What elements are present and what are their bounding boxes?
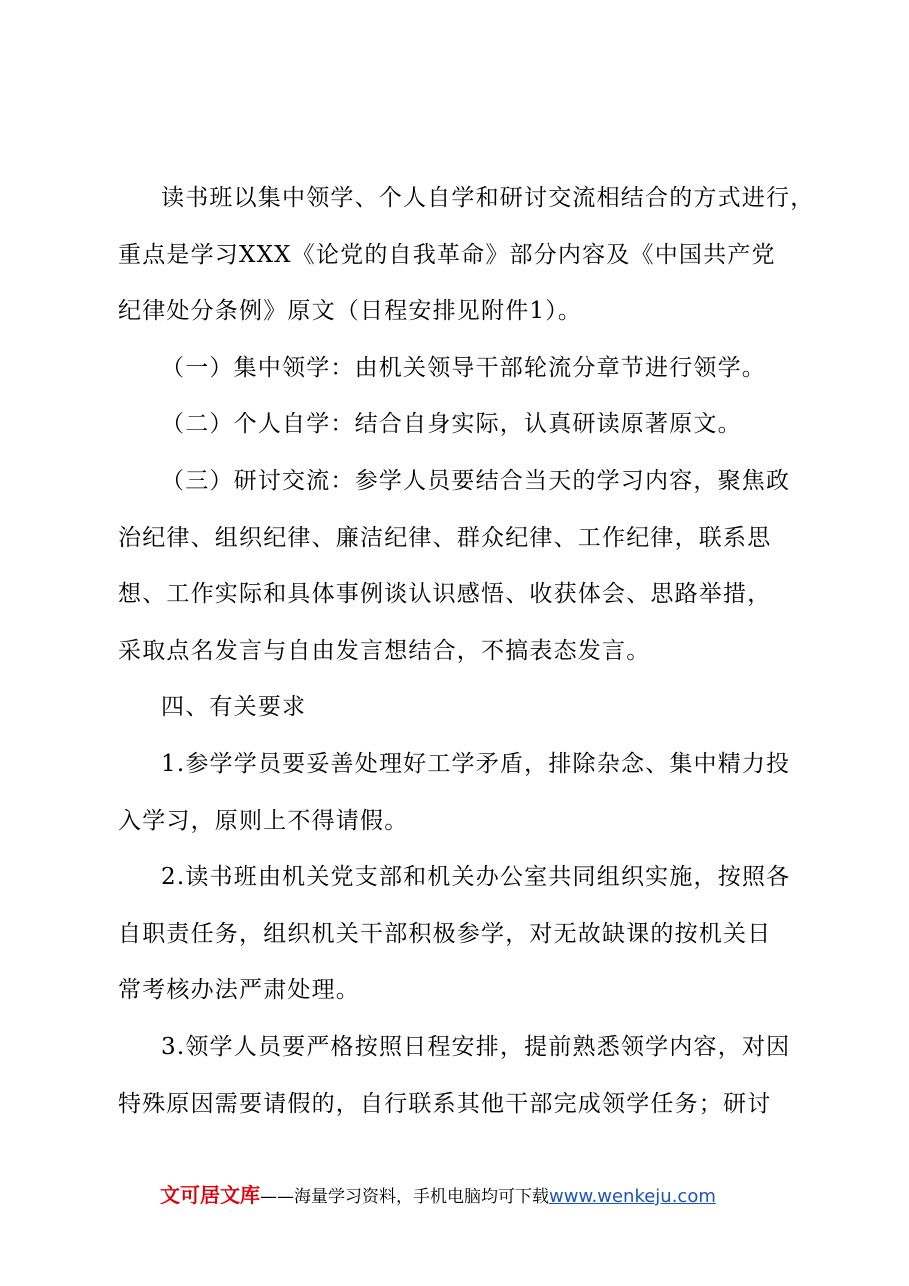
document-body bbox=[118, 170, 815, 1132]
list-item-line: 特殊原因需要请假的，自行联系其他干部完成领学任务；研讨 bbox=[118, 1090, 772, 1117]
list-item-line: 1.参学学员要妥善处理好工学矛盾，排除杂念、集中精力投 bbox=[161, 750, 791, 777]
paragraph-line: 重点是学习XXX《论党的自我革命》部分内容及《中国共产党 bbox=[118, 241, 776, 268]
section-item-line: （一）集中领学：由机关领导干部轮流分章节进行领学。 bbox=[161, 354, 766, 381]
footer-brand: 文可居文库 bbox=[160, 1183, 260, 1207]
section-heading: 四、有关要求 bbox=[161, 694, 307, 721]
paragraph-line: 纪律处分条例》原文（日程安排见附件1）。 bbox=[118, 298, 583, 325]
list-item-line: 入学习，原则上不得请假。 bbox=[118, 807, 409, 834]
paragraph-line: 治纪律、组织纪律、廉洁纪律、群众纪律、工作纪律，联系思 bbox=[118, 524, 772, 551]
footer-banner bbox=[160, 1178, 800, 1212]
paragraph-line: 想、工作实际和具体事例谈认识感悟、收获体会、思路举措， bbox=[118, 581, 772, 608]
paragraph-line: 读书班以集中领学、个人自学和研讨交流相结合的方式进行， bbox=[161, 185, 815, 211]
list-item-line: 常考核办法严肃处理。 bbox=[118, 977, 360, 1004]
list-item-line: 3.领学人员要严格按照日程安排，提前熟悉领学内容，对因 bbox=[161, 1033, 791, 1060]
footer-url-link[interactable]: www.wenkeju.com bbox=[549, 1186, 716, 1207]
list-item-line: 自职责任务，组织机关干部积极参学，对无故缺课的按机关日 bbox=[118, 920, 772, 947]
paragraph-line: 采取点名发言与自由发言想结合，不搞表态发言。 bbox=[118, 637, 651, 664]
footer-tagline: ——海量学习资料，手机电脑均可下载 bbox=[260, 1187, 549, 1207]
section-item-line: （三）研讨交流：参学人员要结合当天的学习内容，聚焦政 bbox=[161, 467, 791, 494]
section-item-line: （二）个人自学：结合自身实际，认真研读原著原文。 bbox=[161, 411, 742, 438]
list-item-line: 2.读书班由机关党支部和机关办公室共同组织实施，按照各 bbox=[161, 864, 791, 891]
